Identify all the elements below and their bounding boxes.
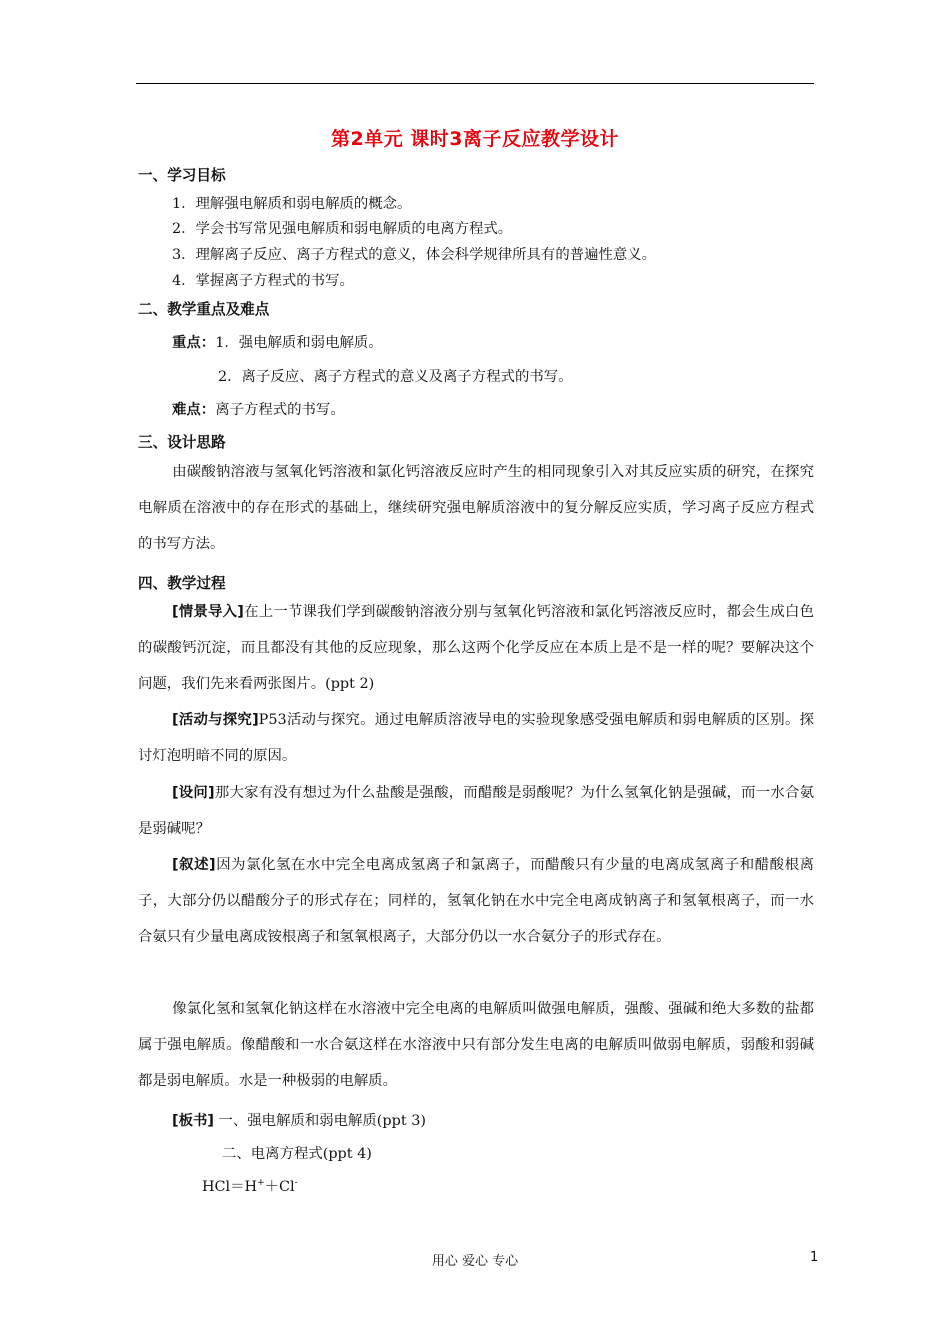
header-rule [136,83,814,84]
scenario-tag: [情景导入] [172,604,244,620]
goal-item: 4．掌握离子方程式的书写。 [172,273,354,289]
key-point-1: 1．强电解质和弱电解质。 [215,335,383,351]
design-paragraph [138,454,814,562]
scenario-text: 在上一节课我们学到碳酸钠溶液分别与氢氧化钙溶液和氯化钙溶液反应时，都会生成白色的碳酸钙沉淀，而且都没有其他的反应现象，那么这两个化学反应在本质上是不是一样的呢？要解决这个问题，我们先来看两张图片。(ppt 2) [138,604,814,692]
document-title: 第2单元 课时3离子反应教学设计 [330,128,620,150]
design-text: 由碳酸钠溶液与氢氧化钙溶液和氯化钙溶液反应时产生的相同现象引入对其反应实质的研究，在探究电解质在溶液中的存在形式的基础上，继续研究强电解质溶液中的复分解反应实质，学习离子反应方程式的书写方法。 [138,464,814,552]
narrative-paragraph [138,847,814,955]
ionization-equation: HCl＝H+＋Cl- [202,1178,298,1195]
key-point-2: 2．离子反应、离子方程式的意义及离子方程式的书写。 [218,369,573,385]
scenario-paragraph [138,594,814,702]
question-tag: [设问] [172,785,215,801]
board-line-1 [172,1109,426,1130]
narrative-tag: [叙述] [172,857,216,873]
section-heading-process: 四、教学过程 [138,575,226,592]
difficulty-line [172,398,345,419]
section-heading-key-points: 二、教学重点及难点 [138,301,270,318]
activity-tag: [活动与探究] [172,712,259,728]
page-number: 1 [810,1250,819,1265]
board-item-1: 一、强电解质和弱电解质(ppt 3) [213,1113,426,1129]
goal-item: 3．理解离子反应、离子方程式的意义，体会科学规律所具有的普遍性意义。 [172,247,657,263]
goal-item: 2．学会书写常见强电解质和弱电解质的电离方程式。 [172,221,513,237]
key-point-line-1 [172,331,383,352]
definition-paragraph [138,991,814,1099]
section-heading-design: 三、设计思路 [138,434,226,451]
goal-item: 1．理解强电解质和弱电解质的概念。 [172,196,412,212]
narrative-text: 因为氯化氢在水中完全电离成氢离子和氯离子，而醋酸只有少量的电离成氢离子和醋酸根离子，大部分仍以醋酸分子的形式存在；同样的，氢氧化钠在水中完全电离成钠离子和氢氧根离子，而一水合氨只有少量电离成铵根离子和氢氧根离子，大部分仍以一水合氨分子的形式存在。 [138,857,814,945]
key-label: 重点： [172,335,216,351]
question-text: 那大家有没有想过为什么盐酸是强酸，而醋酸是弱酸呢？为什么氢氧化钠是强碱，而一水合氨是弱碱呢？ [138,785,814,837]
activity-text: P53活动与探究。通过电解质溶液导电的实验现象感受强电解质和弱电解质的区别。探讨灯泡明暗不同的原因。 [138,712,814,764]
footer-text: 用心 爱心 专心 [431,1254,519,1269]
board-tag: [板书] [172,1113,214,1129]
difficulty-text: 离子方程式的书写。 [215,402,345,418]
question-paragraph [138,775,814,847]
section-heading-goals: 一、学习目标 [138,167,226,184]
difficulty-label: 难点： [172,402,216,418]
activity-paragraph [138,702,814,774]
board-item-2: 二、电离方程式(ppt 4) [222,1146,372,1162]
definition-text: 像氯化氢和氢氧化钠这样在水溶液中完全电离的电解质叫做强电解质，强酸、强碱和绝大多数的盐都属于强电解质。像醋酸和一水合氨这样在水溶液中只有部分发生电离的电解质叫做弱电解质，弱酸和弱碱都是弱电解质。水是一种极弱的电解质。 [138,1001,814,1089]
